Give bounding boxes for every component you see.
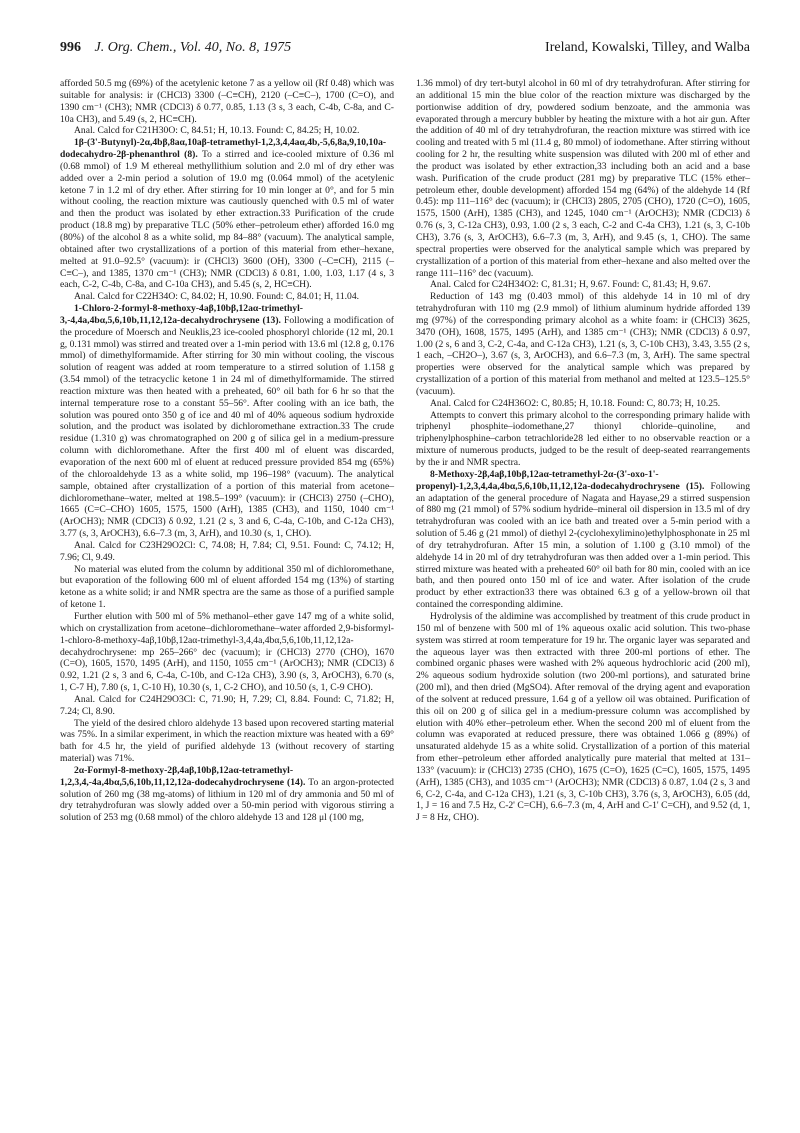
paragraph: [60, 765, 394, 824]
paragraph: [416, 469, 750, 611]
author-list: Ireland, Kowalski, Tilley, and Walba: [545, 40, 750, 55]
paragraph: [60, 564, 394, 611]
paragraph-text: Further elution with 500 ml of 5% methanol–ether gave 147 mg of a white solid, which on crystallization from acetone–dichloromethane–water afforded 2,9-bisformyl-1-chloro-8-methoxy-4aβ,10bβ,12aα-trimethyl-3,4,4a,4bα,5,6,10b,11,12,12a-decahydrochrysene: mp 265–266° dec (vacuum); ir (CHCl3) 2770 (CHO), 1670 (C=O), 1605, 1570, 1495 (ArH), and 1150, 1055 cm⁻¹ (ArOCH3); NMR (CDCl3) δ 0.92, 1.21 (2 s, 3 and 6, C-4a, C-10b, and C-12a CH3), 3.90 (s, 3, ArOCH3), 6.70 (s, 1, C-7 H), 7.80 (s, 1, C-10 H), 10.30 (s, 1, C-2 CHO), and 10.50 (s, 1, C-9 CHO).: [60, 610, 394, 694]
paragraph-text: Reduction of 143 mg (0.403 mmol) of this aldehyde 14 in 10 ml of dry tetrahydrofuran with 110 mg (2.9 mmol) of lithium aluminum hydride afforded 139 mg (97%) of the corresponding primary alcohol as a white foam: ir (CHCl3) 3625, 3470 (OH), 1608, 1575, 1495 (ArH), and 1385 cm⁻¹ (CH3); NMR (CDCl3) δ 0.97, 1.00 (2 s, 6 and 3, C-2, C-4a, and C-12a CH3), 1.21 (s, 3, C-10b CH3), 3.43, 3.55 (2 s, 1 each, –CH2O–), 3.67 (s, 3, ArOCH3), and 6.6–7.3 (m, 3, ArH). The same spectral properties were observed for the analytical sample which was prepared by crystallization of a portion of this material from methanol and melted at 123.5–125.5° (vacuum).: [416, 291, 750, 397]
paragraph-text: Anal. Calcd for C23H29O2Cl: C, 74.08; H, 7.84; Cl, 9.51. Found: C, 74.12; H, 7.96; Cl, 9.49.: [60, 539, 394, 563]
paragraph-text: Anal. Calcd for C24H29O3Cl: C, 71.90; H, 7.29; Cl, 8.84. Found: C, 71.82; H, 7.24; Cl, 8.90.: [60, 693, 394, 717]
left-column: [60, 78, 394, 824]
paragraph-text: Hydrolysis of the aldimine was accomplished by treatment of this crude product in 150 ml of benzene with 500 ml of 1% aqueous oxalic acid solution. This two-phase system was stirred at room temperature for 19 hr. The organic layer was separated and the aqueous layer was then extracted with three 200-ml portions of ether. The combined organic phases were washed with 2% aqueous hydrochloric acid (200 ml), 2% aqueous sodium hydroxide solution (two 200-ml portions), and saturated brine (200 ml), and then dried (MgSO4). After removal of the drying agent and evaporation of the solvent at reduced pressure, 1.64 g of a yellow oil was obtained. Purification of this oil on 200 g of silica gel in a medium-pressure column was accomplished by elution with 40% ether–petroleum ether. When the second 200 ml of eluent from the column was evaporated at reduced pressure, there was obtained 1.066 g (89%) of unsaturated aldehyde 15 as a white solid. Crystallization of a portion of this material from ether–petroleum ether afforded analytically pure material that melted at 131–133° (vacuum): ir (CHCl3) 2735 (CHO), 1675 (C=O), 1625 (C=C), 1605, 1575, 1495 (ArH), 1385 (CH3), and 1035 cm⁻¹ (ArOCH3); NMR (CDCl3) δ 0.87, 1.04 (2 s, 3 and 6, C-2, C-4a, and C-12a CH3), 1.21 (s, 3, C-10b CH3), 3.76 (s, 3, ArOCH3), 6.05 (dd, 1, J = 16 and 7.5 Hz, C-2' C=CH), 6.6–7.3 (m, 4, ArH and C-1' C=CH), and 9.52 (d, 1, J = 8 Hz, CHO).: [416, 610, 750, 824]
paragraph-text: Anal. Calcd for C24H34O2: C, 81.31; H, 9.67. Found: C, 81.43; H, 9.67.: [430, 279, 711, 291]
paragraph: [60, 78, 394, 125]
page-header: [60, 40, 750, 62]
paragraph: [60, 291, 394, 303]
paragraph: [60, 611, 394, 694]
paragraph: [60, 137, 394, 291]
paragraph-text: The yield of the desired chloro aldehyde 13 based upon recovered starting material was 75%. In a similar experiment, in which the reaction mixture was heated with a 69° bath for 4.5 hr, the yield of purified aldehyde 13 (without recovery of starting material) was 71%.: [60, 717, 394, 765]
paragraph: [416, 279, 750, 291]
paragraph: [60, 125, 394, 137]
paragraph-text: 1.36 mmol) of dry tert-butyl alcohol in 60 ml of dry tetrahydrofuran. After stirring for an additional 15 min the blue color of the reaction mixture was discharged by the portionwise addition of dry, powdered sodium benzoate, and the ammonia was evaporated through a mercury bubbler by heating the mixture with a hot air gun. After the addition of 40 ml of dry tetrahydrofuran, the reaction mixture was stirred with ice cooling and treated with 5 ml (11.4 g, 80 mmol) of iodomethane. After stirring without cooling for 2 hr, the resulting white suspension was diluted with 200 ml of ether and the product was isolated by ether extraction,33 including both an acid and a base wash. Purification of the crude product (281 mg) by preparative TLC (15% ether–petroleum ether, double development) afforded 154 mg (64%) of the aldehyde 14 (Rf 0.45): mp 111–116° dec (vacuum); ir (CHCl3) 2805, 2705 (CHO), 1720 (C=O), 1605, 1575, 1500 (ArH), 1385 (CH3), and 1245, 1040 cm⁻¹ (ArOCH3); NMR (CDCl3) δ 0.76 (s, 3, C-12a CH3), 0.93, 1.00 (2 s, 3 each, C-2 and C-4a CH3), 1.21 (s, 3, C-10b CH3), 3.76 (s, 3, ArOCH3), 6.6–7.3 (m, 3, ArH), and 9.45 (s, 1, CHO). The same spectral properties were observed for the analytical sample which was prepared by crystallization of a portion of this material from ether–hexane and also melted over the range 111–116° dec (vacuum).: [416, 78, 750, 279]
compound-heading: 8-Methoxy-2β,4aβ,10bβ,12aα-tetramethyl-2α-(3'-oxo-1'-propenyl)-1,2,3,4,4a,4bα,5,6,10b,11,12,12a-dodecahydrochrysene (15).: [416, 468, 705, 492]
paragraph: [60, 694, 394, 718]
paragraph-text: To an argon-protected solution of 260 mg (38 mg-atoms) of lithium in 120 ml of dry ammonia and 50 ml of dry tetrahydrofuran was slowly added over a 50-min period with vigorous stirring a solution of 253 mg (0.68 mmol) of the chloro aldehyde 13 and 128 μl (100 mg,: [60, 776, 394, 824]
paragraph-text: afforded 50.5 mg (69%) of the acetylenic ketone 7 as a yellow oil (Rf 0.48) which was suitable for analysis: ir (CHCl3) 3300 (–C≡CH), 2120 (–C≡C–), 1700 (C=O), and 1390 cm⁻¹ (CH3); NMR (CDCl3) δ 0.77, 0.85, 1.13 (3 s, 3 each, C-4b, C-8a, and C-10a CH3), and 5.49 (s, 2, HC≡CH).: [60, 78, 394, 125]
paragraph: [416, 398, 750, 410]
journal-citation: J. Org. Chem., Vol. 40, No. 8, 1975: [94, 40, 292, 55]
page-number: 996: [60, 40, 81, 55]
paragraph-text: Following a modification of the procedure of Moersch and Neuklis,23 ice-cooled phosphoryl chloride (12 ml, 20.1 g, 0.131 mmol) was stirred and treated over a 1-min period with 13.6 ml (12.8 g, 0.176 mmol) of dimethylformamide. After stirring for 30 min without cooling, the viscous solution of reagent was added at room temperature to a stirred solution of 1.158 g (3.54 mmol) of the tetracyclic ketone 1 in 24 ml of dimethylformamide. The stirred reaction mixture was then heated with a preheated, 60° oil bath for 6 hr so that the internal temperature rose to a constant 55–56°. After cooling with an ice bath, the solution was poured onto 350 g of ice and 40 ml of 40% aqueous sodium hydroxide solution, and the product was isolated by dichloromethane extraction.33 The crude residue (1.310 g) was chromatographed on 200 g of silica gel in a medium-pressure column with dichloromethane. After the first 400 ml of eluent was discarded, evaporation of the next 600 ml of eluent at reduced pressure provided 854 mg (65%) of the chloroaldehyde 13 as a white solid, mp 196–198° (vacuum). The analytical sample, obtained after crystallization of a portion of this material from acetone–dichloromethane–water, melted at 198.5–199° (vacuum): ir (CHCl3) 2750 (–CHO), 1665 (C=C–CHO) 1605, 1575, 1500 (ArH), 1385 (CH3), and 1150, 1040 cm⁻¹ (ArOCH3); NMR (CDCl3) δ 0.92, 1.21 (2 s, 3 and 6, C-4a, C-10b, and C-12a CH3), 3.77 (s, 3, ArOCH3), 6.6–7.3 (m, 3, ArH), and 10.30 (s, 1, CHO).: [60, 314, 394, 540]
right-column: [416, 78, 750, 824]
paragraph: [416, 291, 750, 398]
paragraph: [416, 611, 750, 824]
paragraph: [60, 718, 394, 765]
compound-heading: 1β-(3'-Butynyl)-2α,4bβ,8aα,10aβ-tetramethyl-1,2,3,4,4aα,4b,-5,6,8a,9,10,10a-dodecahydro-2β-phenanthrol (8).: [60, 137, 387, 161]
compound-heading: 1-Chloro-2-formyl-8-methoxy-4aβ,10bβ,12aα-trimethyl-3,-4,4a,4bα,5,6,10b,11,12,12a-decahydrochrysene (13).: [60, 303, 303, 326]
paragraph: [416, 78, 750, 279]
paragraph: [60, 540, 394, 564]
compound-heading: 2α-Formyl-8-methoxy-2β,4aβ,10bβ,12aα-tetramethyl-1,2,3,4,-4a,4bα,5,6,10b,11,12,12a-dodecahydrochrysene (14).: [60, 764, 306, 788]
paragraph-text: Anal. Calcd for C24H36O2: C, 80.85; H, 10.18. Found: C, 80.73; H, 10.25.: [430, 397, 721, 409]
paragraph-text: Anal. Calcd for C22H34O: C, 84.02; H, 10.90. Found: C, 84.01; H, 11.04.: [74, 291, 360, 303]
paragraph: [416, 410, 750, 469]
header-left: [60, 40, 291, 56]
paragraph-text: Attempts to convert this primary alcohol to the corresponding primary halide with triphenyl phosphite–iodomethane,27 thionyl chloride–quinoline, and triphenylphosphine–carbon tetrachloride28 led either to no observable reaction or a mixture of numerous products, judged to be the result of deep-seated rearrangements by the ir and NMR spectra.: [416, 409, 750, 468]
paragraph: [60, 303, 394, 540]
paragraph-text: To a stirred and ice-cooled mixture of 0.36 ml (0.68 mmol) of 1.9 M ethereal methyllithium solution and 2.0 ml of dry ether was added over a 2-min period a solution of 19.0 mg (0.064 mmol) of the acetylenic ketone 7 in 1.2 ml of dry ether. After stirring for 10 min longer at 0°, and for 5 min without cooling, the reaction mixture was cautiously quenched with 0.5 ml of water and then the product was isolated by ether extraction.33 Purification of the crude product (18.8 mg) by preparative TLC (50% ether–petroleum ether) afforded 16.0 mg (80%) of the alcohol 8 as a white solid, mp 84–88° (vacuum). The analytical sample, obtained after two crystallizations of a portion of this material from ether–hexane, melted at 91.0–92.5° (vacuum): ir (CHCl3) 3600 (OH), 3300 (–C≡CH), 2115 (–C≡C–), and 1385, 1370 cm⁻¹ (CH3); NMR (CDCl3) δ 0.81, 1.00, 1.03, 1.17 (4 s, 3 each, C-2, C-4b, C-8a, and C-10a CH3), and 5.45 (s, 2, HC≡CH).: [60, 149, 394, 291]
paragraph-text: No material was eluted from the column by additional 350 ml of dichloromethane, but evaporation of the following 600 ml of eluent afforded 154 mg (13%) of starting ketone as a white solid; ir and NMR spectra are the same as those of a purified sample of ketone 1.: [60, 563, 394, 611]
paragraph-text: Anal. Calcd for C21H30O: C, 84.51; H, 10.13. Found: C, 84.25; H, 10.02.: [74, 125, 360, 137]
paragraph-text: Following an adaptation of the general procedure of Nagata and Hayase,29 a stirred suspension of 880 mg (21 mmol) of 57% sodium hydride–mineral oil dispersion in 13.5 ml of dry tetrahydrofuran was cooled with an ice bath and treated over a 5-min period with a solution of 5.46 g (21 mmol) of diethyl 2-(cyclohexylimino)ethylphosphonate in 25 ml of dry tetrahydrofuran. After 15 min, a solution of 1.100 g (3.10 mmol) of the aldehyde 14 in 20 ml of dry tetrahydrofuran was then added over a 1-min period. This stirred mixture was heated with a preheated 60° oil bath for 80 min, cooled with an ice bath, and then poured onto 150 ml of ice and water. After isolation of the crude product by ether extraction33 there was obtained 6.3 g of a yellow-brown oil that contained the corresponding aldimine.: [416, 480, 750, 611]
